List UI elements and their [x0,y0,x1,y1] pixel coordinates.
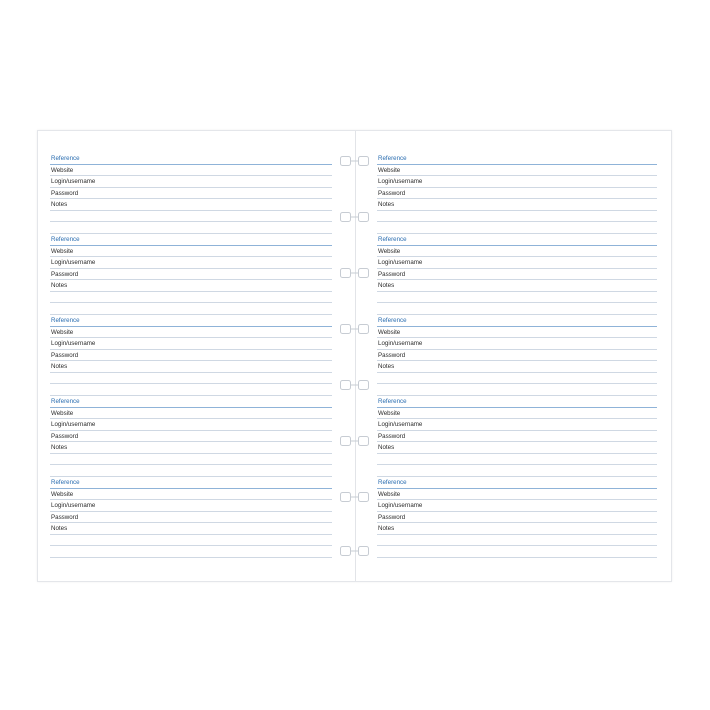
login-label: Login/username [377,500,657,512]
notes-label: Notes [50,523,332,535]
website-label: Website [377,246,657,258]
reference-label: Reference [377,477,657,489]
notes-line [50,222,332,234]
notes-line [377,465,657,477]
notes-line [377,211,657,223]
reference-label: Reference [50,477,332,489]
notes-line [50,465,332,477]
password-label: Password [50,512,332,524]
right-page [356,131,671,581]
notes-label: Notes [50,442,332,454]
notes-line [50,535,332,547]
notes-label: Notes [377,523,657,535]
notes-line [50,211,332,223]
password-label: Password [377,188,657,200]
password-entry-block [50,153,332,234]
password-entry-block [377,477,657,558]
notes-line [50,546,332,558]
notes-line [377,292,657,304]
login-label: Login/username [50,419,332,431]
website-label: Website [50,327,332,339]
password-entry-block [377,315,657,396]
website-label: Website [377,489,657,501]
notes-line [377,384,657,396]
notes-label: Notes [377,442,657,454]
reference-label: Reference [50,315,332,327]
website-label: Website [50,165,332,177]
login-label: Login/username [50,500,332,512]
password-label: Password [377,512,657,524]
planner-spread [37,130,672,582]
password-entry-block [50,477,332,558]
login-label: Login/username [377,257,657,269]
notes-line [377,303,657,315]
password-entry-block [377,234,657,315]
notes-line [50,373,332,385]
notes-label: Notes [377,361,657,373]
notes-label: Notes [377,280,657,292]
notes-label: Notes [50,199,332,211]
notes-line [377,454,657,466]
password-label: Password [50,269,332,281]
notes-line [377,535,657,547]
reference-label: Reference [377,315,657,327]
password-entry-block [50,396,332,477]
login-label: Login/username [377,176,657,188]
login-label: Login/username [377,338,657,350]
password-label: Password [377,350,657,362]
login-label: Login/username [50,257,332,269]
notes-line [377,373,657,385]
notes-label: Notes [377,199,657,211]
left-page [38,131,355,581]
notes-line [377,222,657,234]
reference-label: Reference [377,234,657,246]
password-entry-block [377,396,657,477]
login-label: Login/username [377,419,657,431]
website-label: Website [50,408,332,420]
password-label: Password [377,431,657,443]
login-label: Login/username [50,176,332,188]
website-label: Website [50,246,332,258]
reference-label: Reference [50,153,332,165]
password-label: Password [377,269,657,281]
login-label: Login/username [50,338,332,350]
password-label: Password [50,350,332,362]
password-label: Password [50,188,332,200]
notes-line [50,303,332,315]
notes-label: Notes [50,361,332,373]
website-label: Website [377,327,657,339]
password-label: Password [50,431,332,443]
reference-label: Reference [377,153,657,165]
notes-line [50,454,332,466]
notes-line [50,292,332,304]
password-entry-block [377,153,657,234]
reference-label: Reference [50,234,332,246]
notes-label: Notes [50,280,332,292]
website-label: Website [50,489,332,501]
website-label: Website [377,408,657,420]
notes-line [377,546,657,558]
password-entry-block [50,234,332,315]
notes-line [50,384,332,396]
password-entry-block [50,315,332,396]
website-label: Website [377,165,657,177]
reference-label: Reference [377,396,657,408]
reference-label: Reference [50,396,332,408]
